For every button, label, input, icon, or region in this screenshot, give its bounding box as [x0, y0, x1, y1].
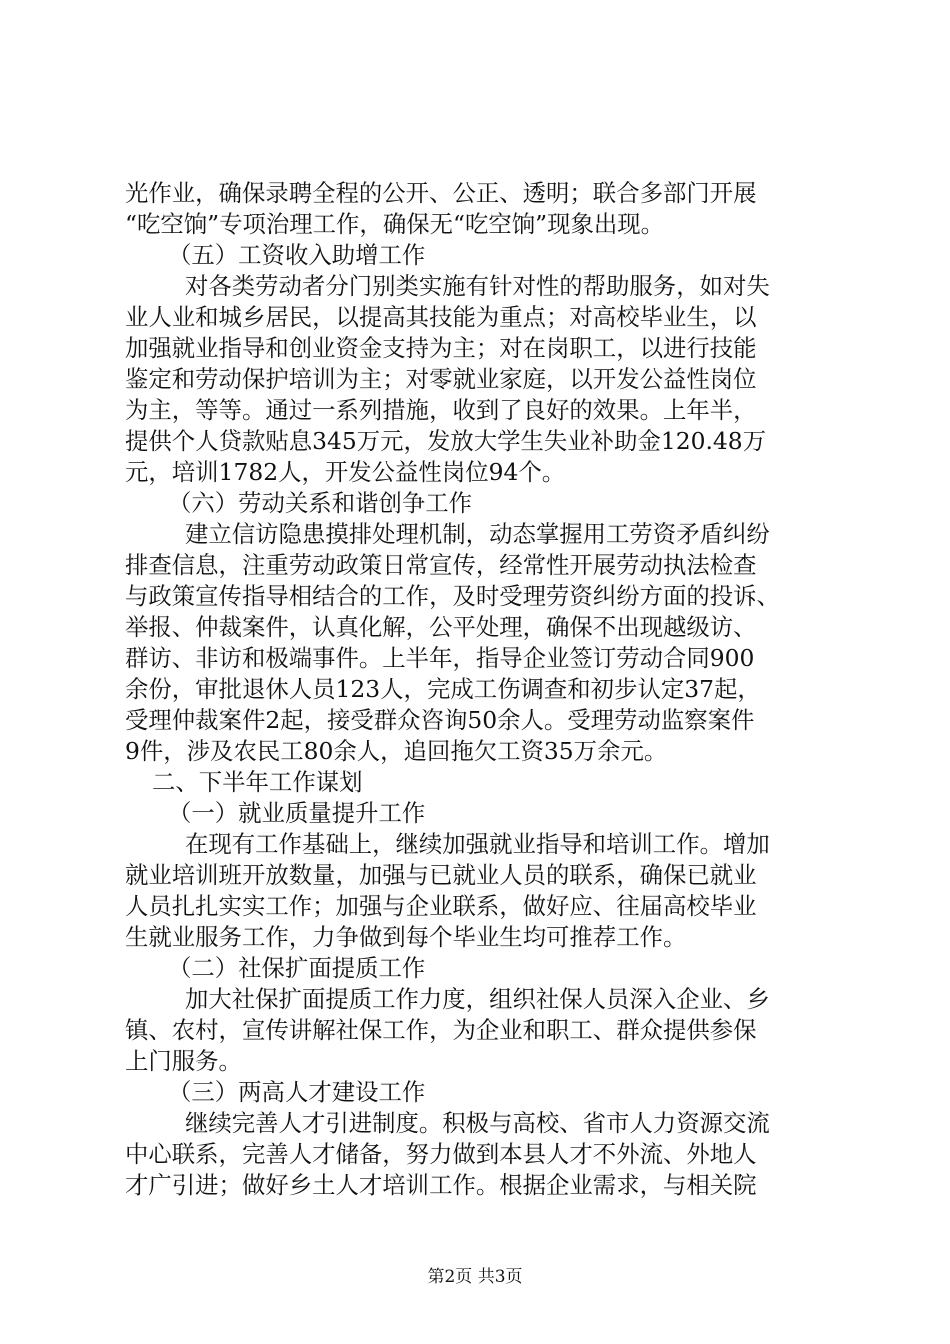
- body-line: 提供个人贷款贴息345万元，发放大学生失业补助金120.48万: [125, 427, 767, 455]
- body-line: 建立信访隐患摸排处理机制，动态掌握用工劳资矛盾纠纷: [185, 520, 770, 548]
- body-line: 加大社保扩面提质工作力度，组织社保人员深入企业、乡: [185, 985, 770, 1013]
- body-line: 为主，等等。通过一系列措施，收到了良好的效果。上年半，: [125, 396, 757, 424]
- body-line: 在现有工作基础上，继续加强就业指导和培训工作。增加: [185, 830, 770, 858]
- body-line: 举报、仲裁案件，认真化解，公平处理，确保不出现越级访、: [125, 613, 757, 641]
- body-line: 鉴定和劳动保护培训为主；对零就业家庭，以开发公益性岗位: [125, 365, 757, 393]
- body-line: 余份，审批退休人员123人，完成工伤调查和初步认定37起，: [125, 675, 761, 703]
- section-heading: （五）工资收入助增工作: [168, 241, 426, 269]
- body-line: 中心联系，完善人才储备，努力做到本县人才不外流、外地人: [125, 1140, 757, 1168]
- body-line: 镇、农村，宣传讲解社保工作，为企业和职工、群众提供参保: [125, 1016, 757, 1044]
- body-line: 人员扎扎实实工作；加强与企业联系，做好应、往届高校毕业: [125, 892, 757, 920]
- body-line: “吃空饷”专项治理工作，确保无“吃空饷”现象出现。: [125, 210, 665, 238]
- section-heading: （一）就业质量提升工作: [168, 799, 426, 827]
- body-line: 对各类劳动者分门别类实施有针对性的帮助服务，如对失: [185, 272, 770, 300]
- section-heading: （二）社保扩面提质工作: [168, 954, 426, 982]
- body-line: 排查信息，注重劳动政策日常宣传，经常性开展劳动执法检查: [125, 551, 757, 579]
- body-line: 光作业，确保录聘全程的公开、公正、透明；联合多部门开展: [125, 179, 757, 207]
- section-heading: （三）两高人才建设工作: [168, 1078, 426, 1106]
- part-heading: 二、下半年工作谋划: [152, 768, 363, 796]
- body-line: 9件，涉及农民工80余人，追回拖欠工资35万余元。: [125, 737, 668, 765]
- body-line: 生就业服务工作，力争做到每个毕业生均可推荐工作。: [125, 923, 687, 951]
- body-line: 群访、非访和极端事件。上半年，指导企业签订劳动合同900: [125, 644, 755, 672]
- body-line: 才广引进；做好乡土人才培训工作。根据企业需求，与相关院: [125, 1171, 757, 1199]
- body-line: 继续完善人才引进制度。积极与高校、省市人力资源交流: [185, 1109, 770, 1137]
- body-line: 受理仲裁案件2起，接受群众咨询50余人。受理劳动监察案件: [125, 706, 755, 734]
- body-line: 与政策宣传指导相结合的工作，及时受理劳资纠纷方面的投诉、: [125, 582, 780, 610]
- section-heading: （六）劳动关系和谐创争工作: [168, 489, 473, 517]
- body-line: 业人业和城乡居民，以提高其技能为重点；对高校毕业生，以: [125, 303, 757, 331]
- body-line: 上门服务。: [125, 1047, 242, 1075]
- body-line: 元，培训1782人，开发公益性岗位94个。: [125, 458, 566, 486]
- page-number-footer: 第2页 共3页: [427, 1267, 523, 1287]
- body-line: 加强就业指导和创业资金支持为主；对在岗职工，以进行技能: [125, 334, 757, 362]
- body-line: 就业培训班开放数量，加强与已就业人员的联系，确保已就业: [125, 861, 757, 889]
